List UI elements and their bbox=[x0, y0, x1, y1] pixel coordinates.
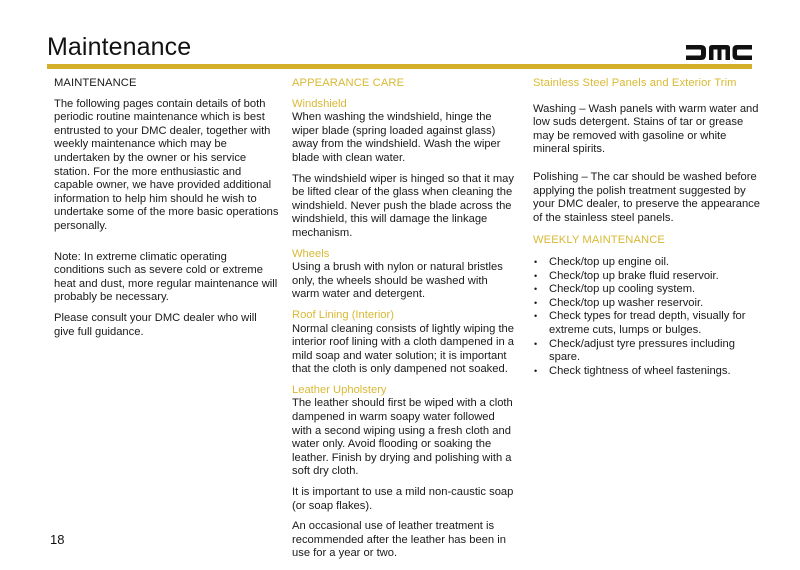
intro-paragraph: The following pages contain details of both periodic routine maintenance which is best entrusted to your DMC dealer, together with weekly maintenance which may be undertaken by the owner or his service station. For the more enthusiastic and capable owner, we have provided additional information to help him should he wish to undertake some of the more basic operations personally. bbox=[54, 97, 279, 232]
windshield-paragraph-2: The windshield wiper is hinged so that it may be lifted clear of the glass when cleaning the windshield. Never push the blade across the windshield, this will damage the linkage mechanism. bbox=[292, 172, 514, 239]
wheels-paragraph: Using a brush with nylon or natural bristles only, the wheels should be washed with warm water and detergent. bbox=[292, 261, 503, 301]
page-number: 18 bbox=[50, 532, 65, 547]
bullet-icon: • bbox=[534, 270, 538, 281]
spacer bbox=[54, 241, 279, 251]
leather-upholstery-section bbox=[292, 384, 517, 561]
list-item-text: Check tightness of wheel fastenings. bbox=[549, 364, 731, 377]
wheels-section bbox=[292, 248, 517, 302]
note-paragraph: Note: In extreme climatic operating conditions such as severe cold or extreme heat and dust, more regular maintenance will probably be necessary. bbox=[54, 250, 278, 304]
list-item bbox=[533, 283, 763, 297]
windshield-section bbox=[292, 98, 517, 241]
roof-lining-paragraph: Normal cleaning consists of lightly wiping the interior roof lining with a cloth dampened in a mild soap and water solution; it is important that the cloth is only dampened not soaked. bbox=[292, 322, 515, 376]
section-heading-stainless-steel: Stainless Steel Panels and Exterior Trim bbox=[533, 77, 737, 89]
list-item bbox=[533, 297, 763, 311]
list-item bbox=[533, 365, 763, 379]
roof-lining-section bbox=[292, 309, 517, 377]
bullet-icon: • bbox=[534, 338, 538, 349]
list-item bbox=[533, 338, 763, 365]
dmc-logo-icon bbox=[686, 45, 752, 60]
consult-paragraph: Please consult your DMC dealer who will give full guidance. bbox=[54, 311, 257, 338]
list-item bbox=[533, 310, 763, 337]
polishing-paragraph: Polishing – The car should be washed before applying the polish treatment suggested by your DMC dealer, to preserve the appearance of the stainless steel panels. bbox=[533, 170, 760, 224]
subheading-leather-upholstery: Leather Upholstery bbox=[292, 383, 387, 396]
leather-paragraph-2: It is important to use a mild non-caustic soap (or soap flakes). bbox=[292, 486, 514, 512]
weekly-maintenance-list bbox=[533, 256, 763, 378]
header-divider bbox=[47, 64, 752, 69]
section-heading-weekly-maintenance: WEEKLY MAINTENANCE bbox=[533, 234, 665, 247]
column-appearance-care bbox=[292, 77, 517, 568]
washing-paragraph: Washing – Wash panels with warm water and low suds detergent. Stains of tar or grease may be removed with gasoline or white mineral spirits. bbox=[533, 102, 759, 156]
bullet-icon: • bbox=[534, 284, 538, 295]
bullet-icon: • bbox=[534, 365, 538, 376]
column-maintenance-intro bbox=[54, 77, 279, 346]
list-item bbox=[533, 270, 763, 284]
list-item-text: Check/top up cooling system. bbox=[549, 283, 696, 296]
list-item bbox=[533, 256, 763, 270]
windshield-paragraph-1: When washing the windshield, hinge the wiper blade (spring loaded against glass) away from the windshield. Wash the wiper blade with clean water. bbox=[292, 111, 501, 164]
bullet-icon: • bbox=[534, 297, 538, 308]
bullet-icon: • bbox=[534, 311, 538, 322]
list-item-text: Check/top up engine oil. bbox=[549, 255, 670, 268]
list-item-text: Check/top up brake fluid reservoir. bbox=[549, 269, 719, 282]
section-heading-maintenance: MAINTENANCE bbox=[54, 77, 137, 89]
section-heading-appearance-care: APPEARANCE CARE bbox=[292, 77, 405, 89]
list-item-text: Check/adjust tyre pressures including spare. bbox=[549, 337, 735, 364]
leather-paragraph-3: An occasional use of leather treatment is recommended after the leather has been in use for a year or two. bbox=[292, 520, 506, 560]
leather-paragraph-1: The leather should first be wiped with a cloth dampened in warm soapy water followed with a second wiping using a fresh cloth and water only. Avoid flooding or soaking the leather. Finish by drying and polishing with a soft dry cloth. bbox=[292, 397, 513, 478]
subheading-windshield: Windshield bbox=[292, 97, 347, 110]
column-stainless-weekly bbox=[533, 77, 763, 378]
page-title: Maintenance bbox=[47, 33, 192, 61]
bullet-icon: • bbox=[534, 256, 538, 267]
subheading-roof-lining: Roof Lining (Interior) bbox=[292, 308, 394, 321]
list-item-text: Check types for tread depth, visually for extreme cuts, lumps or bulges. bbox=[549, 310, 746, 336]
subheading-wheels: Wheels bbox=[292, 247, 330, 260]
list-item-text: Check/top up washer reservoir. bbox=[549, 296, 704, 309]
